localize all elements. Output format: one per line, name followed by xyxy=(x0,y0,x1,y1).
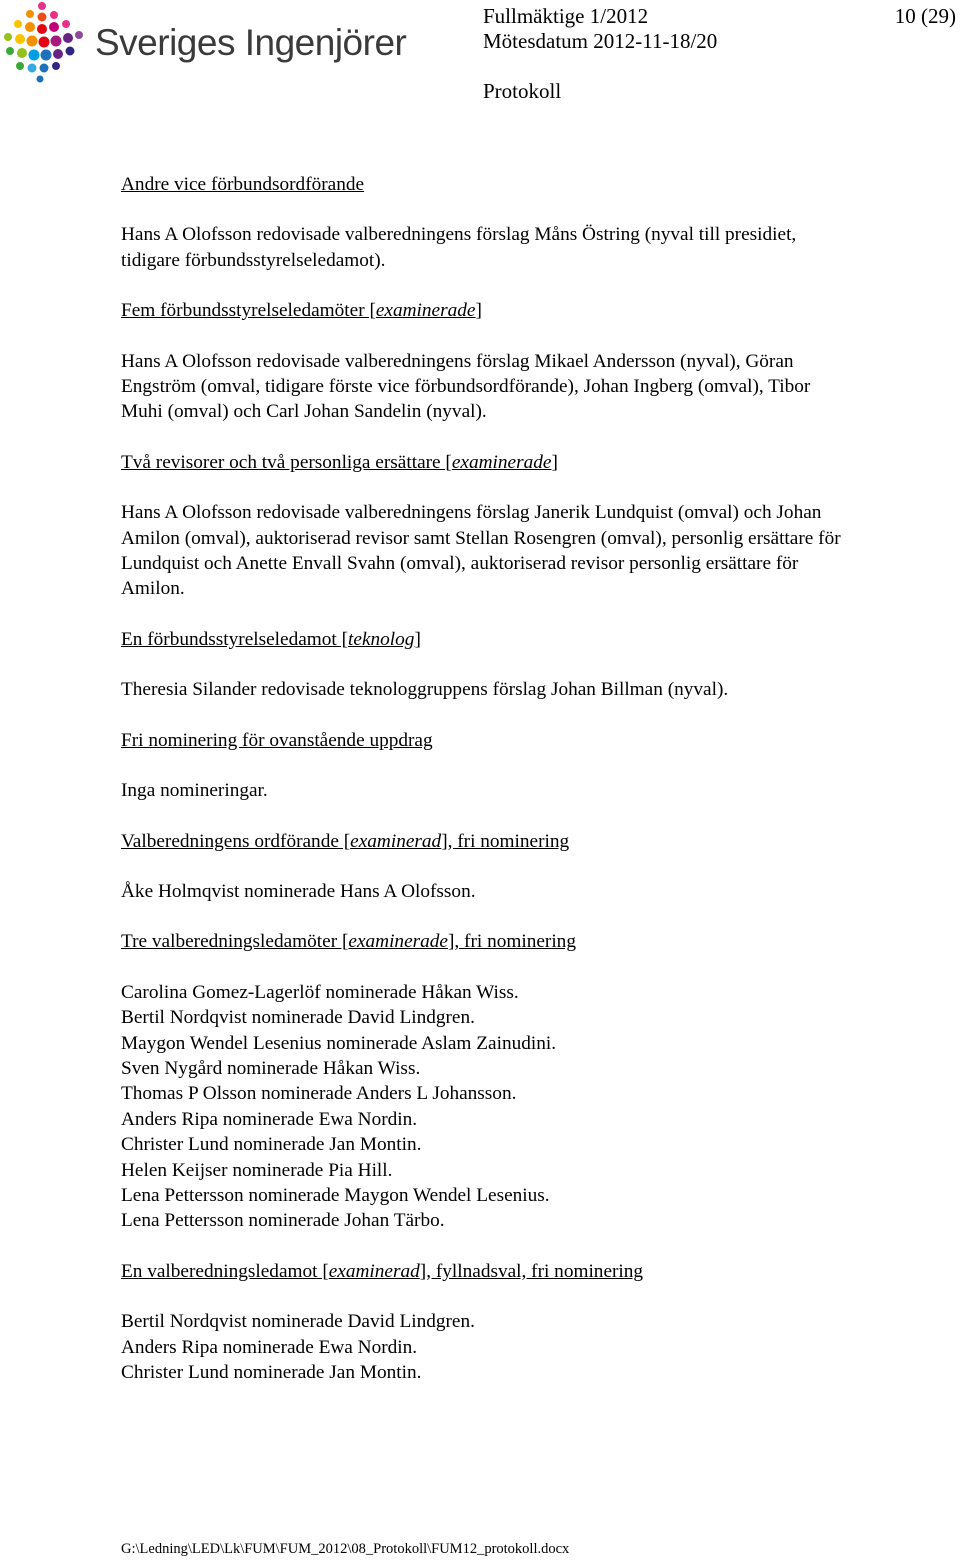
nomination-line: Sven Nygård nominerade Håkan Wiss. xyxy=(121,1057,421,1079)
section-body: Theresia Silander redovisade teknologgruppens förslag Johan Billman (nyval). xyxy=(121,679,729,701)
section-body: Hans A Olofsson redovisade valberedningens förslag Janerik Lundquist (omval) och Johan xyxy=(121,502,822,524)
section-body: Engström (omval, tidigare förste vice förbundsordförande), Johan Ingberg (omval), Tibor xyxy=(121,376,811,398)
nomination-line: Christer Lund nominerade Jan Montin. xyxy=(121,1134,422,1156)
section-body: Amilon (omval), auktoriserad revisor samt Stellan Rosengren (omval), personlig ersättare för xyxy=(121,527,841,549)
section-body: Inga nomineringar. xyxy=(121,780,268,802)
nomination-line: Christer Lund nominerade Jan Montin. xyxy=(121,1362,422,1383)
logo-text: Sveriges Ingenjörer xyxy=(95,22,407,63)
nomination-line: Carolina Gomez-Lagerlöf nominerade Håkan Wiss. xyxy=(121,981,519,1003)
page-number: 10 (29) xyxy=(894,4,956,28)
nomination-line: Lena Pettersson nominerade Johan Tärbo. xyxy=(121,1210,445,1232)
section-body: Lundquist och Anette Envall Svahn (omval), auktoriserad revisor personlig ersättare för xyxy=(121,553,799,575)
nomination-line: Lena Pettersson nominerade Maygon Wendel Lesenius. xyxy=(121,1184,550,1206)
section-body: Amilon. xyxy=(121,578,185,600)
nomination-line: Bertil Nordqvist nominerade David Lindgren. xyxy=(121,1311,475,1333)
logo-dots-icon xyxy=(0,0,95,86)
section-heading-fyllnadsval: En valberedningsledamot [examinerad], fyllnadsval, fri nominering xyxy=(121,1260,644,1282)
footer-file-path: G:\Ledning\LED\Lk\FUM\FUM_2012\08_Protokoll\FUM12_protokoll.docx xyxy=(121,1541,570,1557)
section-heading-revisorer: Två revisorer och två personliga ersättare [examinerade] xyxy=(121,451,558,473)
nomination-line: Helen Keijser nominerade Pia Hill. xyxy=(121,1159,393,1181)
section-heading-tre-valberedningsledamoter: Tre valberedningsledamöter [examinerade], fri nominering xyxy=(121,931,576,953)
nomination-line: Maygon Wendel Lesenius nominerade Aslam Zainudini. xyxy=(121,1032,557,1054)
nomination-line: Bertil Nordqvist nominerade David Lindgren. xyxy=(121,1007,475,1029)
meeting-name: Fullmäktige 1/2012 xyxy=(483,4,649,28)
section-heading-valberedningens-ordforande: Valberedningens ordförande [examinerad], fri nominering xyxy=(121,830,570,852)
section-heading-fem-ledamoter: Fem förbundsstyrelseledamöter [examinerade] xyxy=(121,300,482,322)
section-body: Muhi (omval) och Carl Johan Sandelin (nyval). xyxy=(121,401,487,423)
section-body: Hans A Olofsson redovisade valberedningens förslag Måns Östring (nyval till presidiet, xyxy=(121,224,797,246)
section-heading-andre-vice: Andre vice förbundsordförande xyxy=(121,174,365,195)
nomination-line: Anders Ripa nominerade Ewa Nordin. xyxy=(121,1108,418,1130)
section-heading-fri-nominering: Fri nominering för ovanstående uppdrag xyxy=(121,729,433,751)
section-body: tidigare förbundsstyrelseledamot). xyxy=(121,249,386,271)
nomination-line: Thomas P Olsson nominerade Anders L Johansson. xyxy=(121,1083,517,1105)
section-body: Åke Holmqvist nominerade Hans A Olofsson. xyxy=(121,880,476,902)
nomination-line: Anders Ripa nominerade Ewa Nordin. xyxy=(121,1336,418,1358)
document-type: Protokoll xyxy=(483,79,562,103)
section-body: Hans A Olofsson redovisade valberedningens förslag Mikael Andersson (nyval), Göran xyxy=(121,350,794,372)
section-heading-teknolog: En förbundsstyrelseledamot [teknolog] xyxy=(121,628,421,650)
meeting-date: Mötesdatum 2012-11-18/20 xyxy=(483,29,718,53)
document-body xyxy=(121,172,951,1385)
